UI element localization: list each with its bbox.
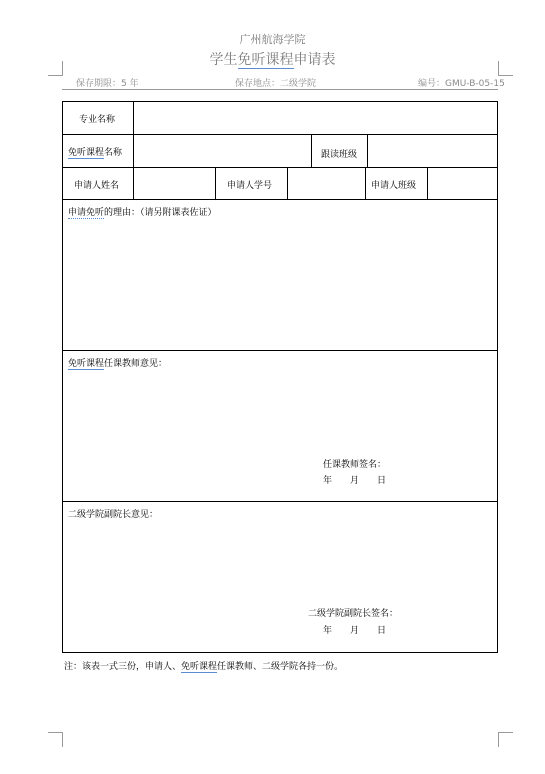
page-corner-mark-bottom-right [498,732,513,747]
reason-label [68,205,217,218]
major-label: 专业名称 [79,115,116,125]
col-divider [311,134,312,167]
footnote-underlined: 免听课程 [181,662,218,672]
col-divider [365,167,366,199]
applicant-name-field[interactable] [135,169,213,197]
footnote-prefix: 注：该表一式三份，申请人、 [64,662,182,672]
teacher-opinion-underlined: 免听课程 [68,359,105,369]
storage-location: 保存地点：二级学院 [235,79,317,89]
col-divider [133,102,134,134]
title-prefix: 学生 [209,52,238,68]
page-corner-mark-bottom-left [48,732,63,747]
header-rule [62,89,498,90]
teacher-opinion-suffix: 任课教师意见： [104,359,168,369]
row-divider [63,167,497,168]
document-number: 编号：GMU-B-05-15 [418,79,505,89]
course-name-label [68,145,122,158]
dean-opinion-label: 二级学院副院长意见： [68,510,159,520]
reason-text-area[interactable] [67,220,495,346]
class-label: 跟读班级 [321,150,358,160]
school-name: 广州航海学院 [239,33,306,46]
row-divider [63,199,497,200]
applicant-name-label: 申请人姓名 [74,181,120,191]
document-title [0,49,545,69]
reason-label-suffix: 的理由：（请另附课表佐证） [104,208,217,218]
col-divider [133,167,134,199]
title-suffix: 申请表 [293,52,336,68]
class-field[interactable] [369,136,495,165]
teacher-signature-label: 任课教师签名： [323,460,387,470]
major-value-field[interactable] [135,104,495,132]
dean-opinion-text-area[interactable] [67,522,495,602]
col-divider [427,167,428,199]
applicant-class-label: 申请人班级 [371,181,417,191]
footnote-suffix: 任课教师、二级学院各持一份。 [217,662,344,672]
teacher-opinion-label [68,356,167,369]
course-label-underlined: 免听课程 [68,148,105,158]
col-divider [287,167,288,199]
teacher-opinion-text-area[interactable] [67,372,495,452]
col-divider [215,167,216,199]
applicant-class-field[interactable] [429,169,495,197]
title-underlined: 免听课程 [237,52,294,68]
row-divider [63,134,497,135]
row-divider [63,501,497,502]
col-divider [367,134,368,167]
applicant-id-label: 申请人学号 [227,181,273,191]
teacher-sign-date: 年 月 日 [323,476,387,486]
course-label-suffix: 名称 [104,148,123,158]
col-divider [133,134,134,167]
course-name-field[interactable] [135,136,309,165]
dean-signature-label: 二级学院副院长签名： [308,609,399,619]
retention-period: 保存期限：5 年 [76,79,139,89]
applicant-id-field[interactable] [289,169,363,197]
row-divider [63,350,497,351]
footnote [64,659,343,672]
dean-sign-date: 年 月 日 [323,626,387,636]
application-form-table [62,101,498,653]
reason-label-underlined: 申请免听 [68,208,105,218]
